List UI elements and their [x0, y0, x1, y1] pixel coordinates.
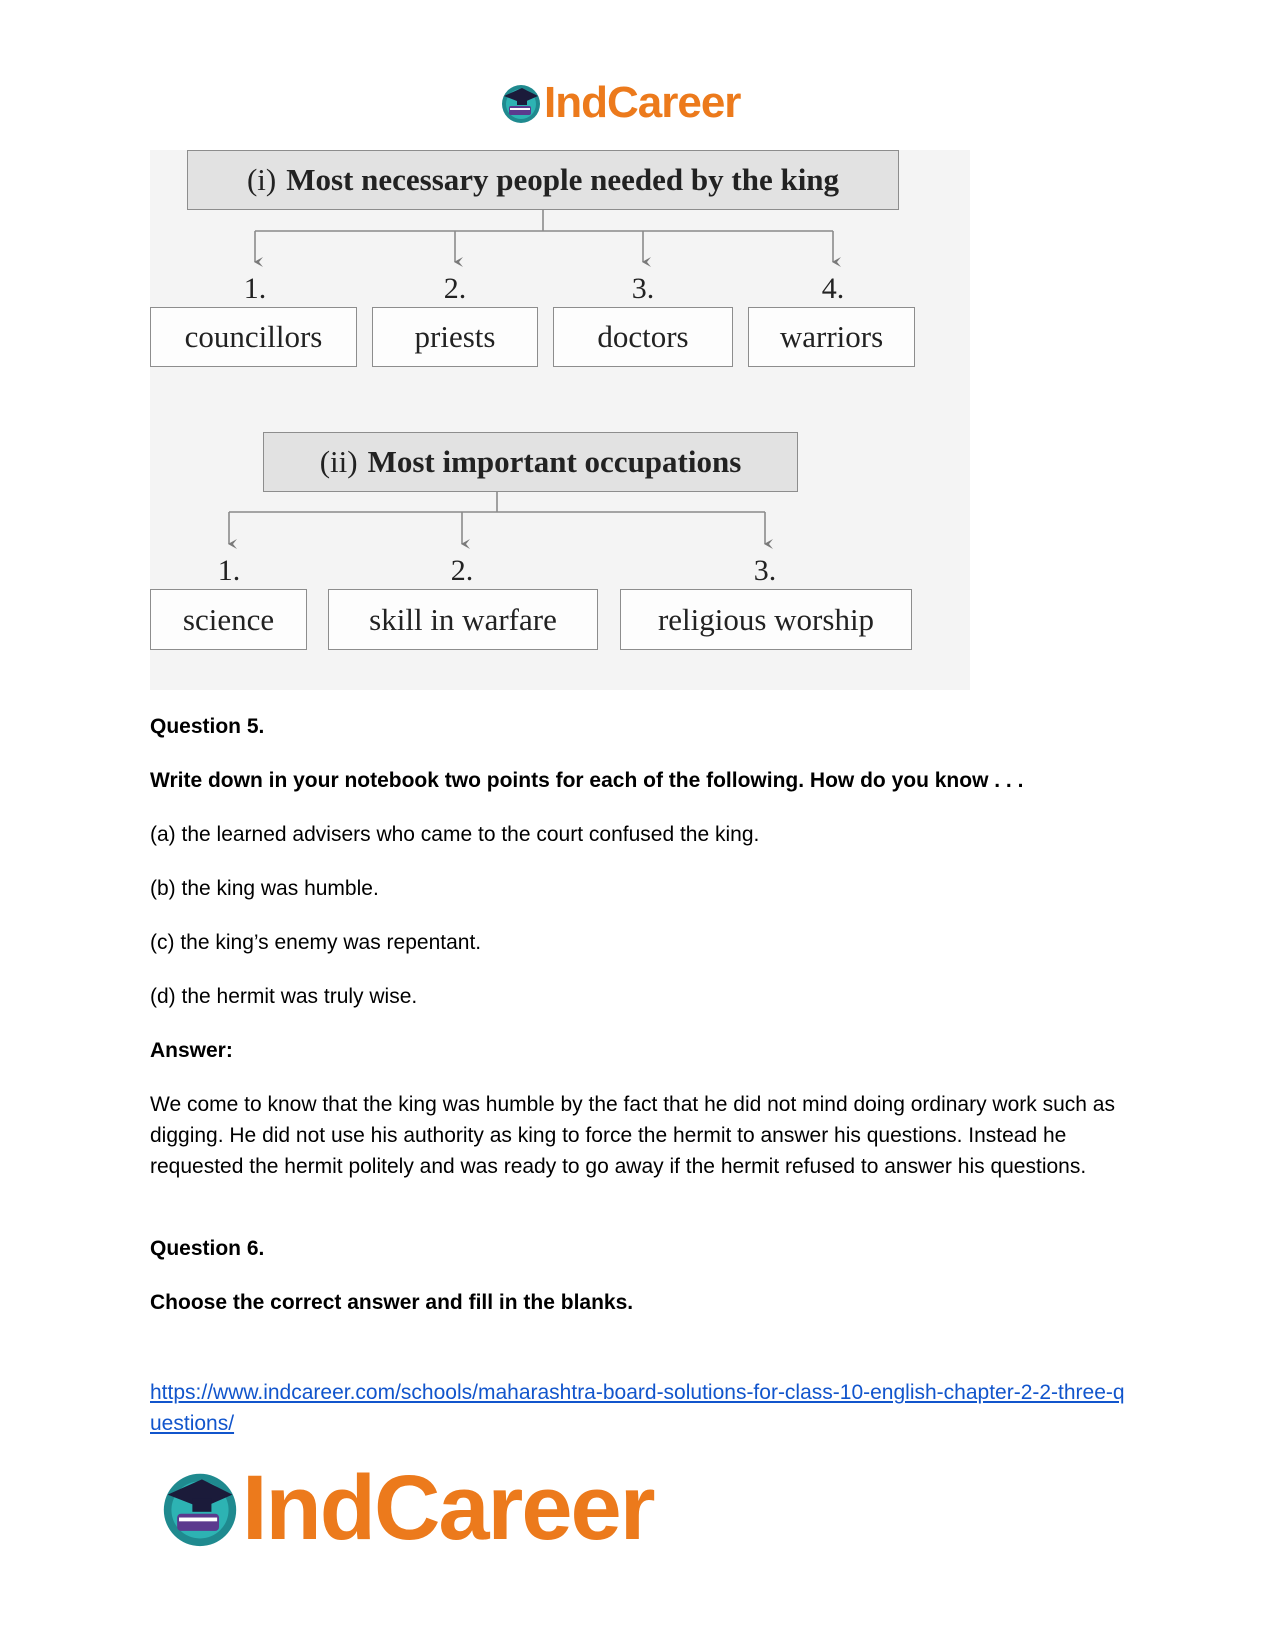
question-5-title: Question 5. [150, 715, 265, 738]
diagram1-item-box: councillors [150, 307, 357, 367]
question-5-option-a: (a) the learned advisers who came to the court confused the king. [150, 823, 760, 846]
concept-diagram [150, 150, 970, 690]
diagram1-item-number: 2. [443, 272, 467, 305]
logo-text: IndCareer [544, 78, 741, 127]
diagram2-item-number: 3. [753, 554, 777, 587]
diagram1-item-number: 1. [243, 272, 267, 305]
diagram2-item-box: religious worship [620, 589, 912, 650]
diagram2-item-number: 2. [450, 554, 474, 587]
diagram1-item-box: doctors [553, 307, 733, 367]
indcareer-logo-bottom [160, 1456, 654, 1559]
diagram1-item-number: 3. [631, 272, 655, 305]
graduation-cap-book-icon [500, 82, 542, 124]
diagram1-item-box: warriors [748, 307, 915, 367]
diagram1-heading-number: (i) [246, 162, 277, 197]
question-6-prompt: Choose the correct answer and fill in the blanks. [150, 1291, 634, 1314]
question-5-prompt: Write down in your notebook two points for each of the following. How do you know . . . [150, 769, 1024, 792]
diagram1-item-number: 4. [821, 272, 845, 305]
diagram2-item-number: 1. [217, 554, 241, 587]
question-5-option-d: (d) the hermit was truly wise. [150, 985, 418, 1008]
question-5-option-b: (b) the king was humble. [150, 877, 379, 900]
diagram2-item-box: skill in warfare [328, 589, 598, 650]
diagram2-heading-text: Most important occupations [367, 444, 742, 479]
answer-label: Answer: [150, 1039, 233, 1062]
diagram2-heading-number: (ii) [319, 444, 358, 479]
indcareer-logo-top [500, 80, 740, 126]
question-5-option-c: (c) the king’s enemy was repentant. [150, 931, 482, 954]
answer-text: We come to know that the king was humble by the fact that he did not mind doing ordinary work such as digging. He did not use his authority as king to force the hermit to answer his questions. Instead he requested the hermit politely and was ready to go away if the hermit refused to answer his questions. [150, 1093, 1115, 1178]
diagram1-heading [187, 150, 899, 210]
graduation-cap-book-icon [160, 1468, 240, 1548]
diagram2-item-box: science [150, 589, 307, 650]
logo-text: IndCareer [242, 1456, 654, 1559]
diagram2-heading [263, 432, 798, 492]
diagram1-heading-text: Most necessary people needed by the king [286, 162, 840, 197]
diagram1-item-box: priests [372, 307, 538, 367]
source-link[interactable]: https://www.indcareer.com/schools/maharashtra-board-solutions-for-class-10-english-chapter-2-2-three-questions/ [150, 1381, 1125, 1435]
question-6-title: Question 6. [150, 1237, 265, 1260]
